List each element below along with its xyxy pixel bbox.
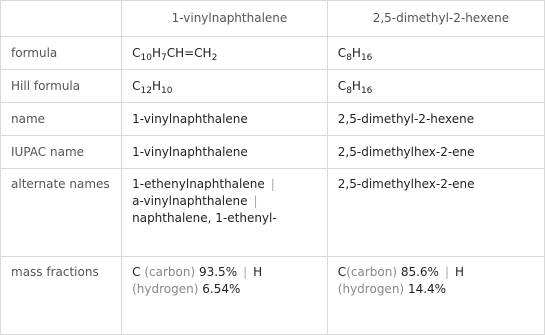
- separator: |: [243, 265, 248, 279]
- alternate-names-row: [1, 169, 545, 257]
- header-row: [1, 1, 545, 37]
- mass-fractions-compound-b: C(carbon) 85.6% | H (hydrogen) 14.4%: [327, 257, 544, 335]
- name-row: [1, 103, 545, 136]
- alternate-name: 1-ethenylnaphthalene: [132, 177, 265, 191]
- name-compound-a: 1-vinylnaphthalene: [122, 103, 328, 136]
- alternate-name: naphthalene, 1-ethenyl-: [132, 211, 277, 225]
- iupac-name-row: [1, 136, 545, 169]
- separator: |: [444, 265, 449, 279]
- name-label: name: [1, 103, 122, 136]
- separator: |: [253, 194, 258, 208]
- formula-label: formula: [1, 37, 122, 70]
- corner-cell: [1, 1, 122, 37]
- mass-fractions-label: mass fractions: [1, 257, 122, 335]
- formula-row: [1, 37, 545, 70]
- header-compound-a: 1-vinylnaphthalene: [122, 1, 328, 37]
- header-compound-b: 2,5-dimethyl-2-hexene: [327, 1, 544, 37]
- alternate-names-label: alternate names: [1, 169, 122, 257]
- iupac-name-compound-a: 1-vinylnaphthalene: [122, 136, 328, 169]
- hill-formula-compound-b: $C_8H_{16}$: [327, 70, 544, 103]
- mass-fractions-compound-a: C (carbon) 93.5% | H (hydrogen) 6.54%: [122, 257, 328, 335]
- hill-formula-label: Hill formula: [1, 70, 122, 103]
- hill-formula-row: [1, 70, 545, 103]
- name-compound-b: 2,5-dimethyl-2-hexene: [327, 103, 544, 136]
- iupac-name-label: IUPAC name: [1, 136, 122, 169]
- separator: |: [270, 177, 275, 191]
- alternate-name: a-vinylnaphthalene: [132, 194, 248, 208]
- alternate-names-compound-b: 2,5-dimethylhex-2-ene: [327, 169, 544, 257]
- mass-fractions-row: [1, 257, 545, 335]
- alternate-names-compound-a: [122, 169, 328, 257]
- hill-formula-compound-a: $C_{12}H_{10}$: [122, 70, 328, 103]
- iupac-name-compound-b: 2,5-dimethylhex-2-ene: [327, 136, 544, 169]
- formula-compound-a: $C_{10}H_7CH=CH_2$: [122, 37, 328, 70]
- formula-compound-b: $C_8H_{16}$: [327, 37, 544, 70]
